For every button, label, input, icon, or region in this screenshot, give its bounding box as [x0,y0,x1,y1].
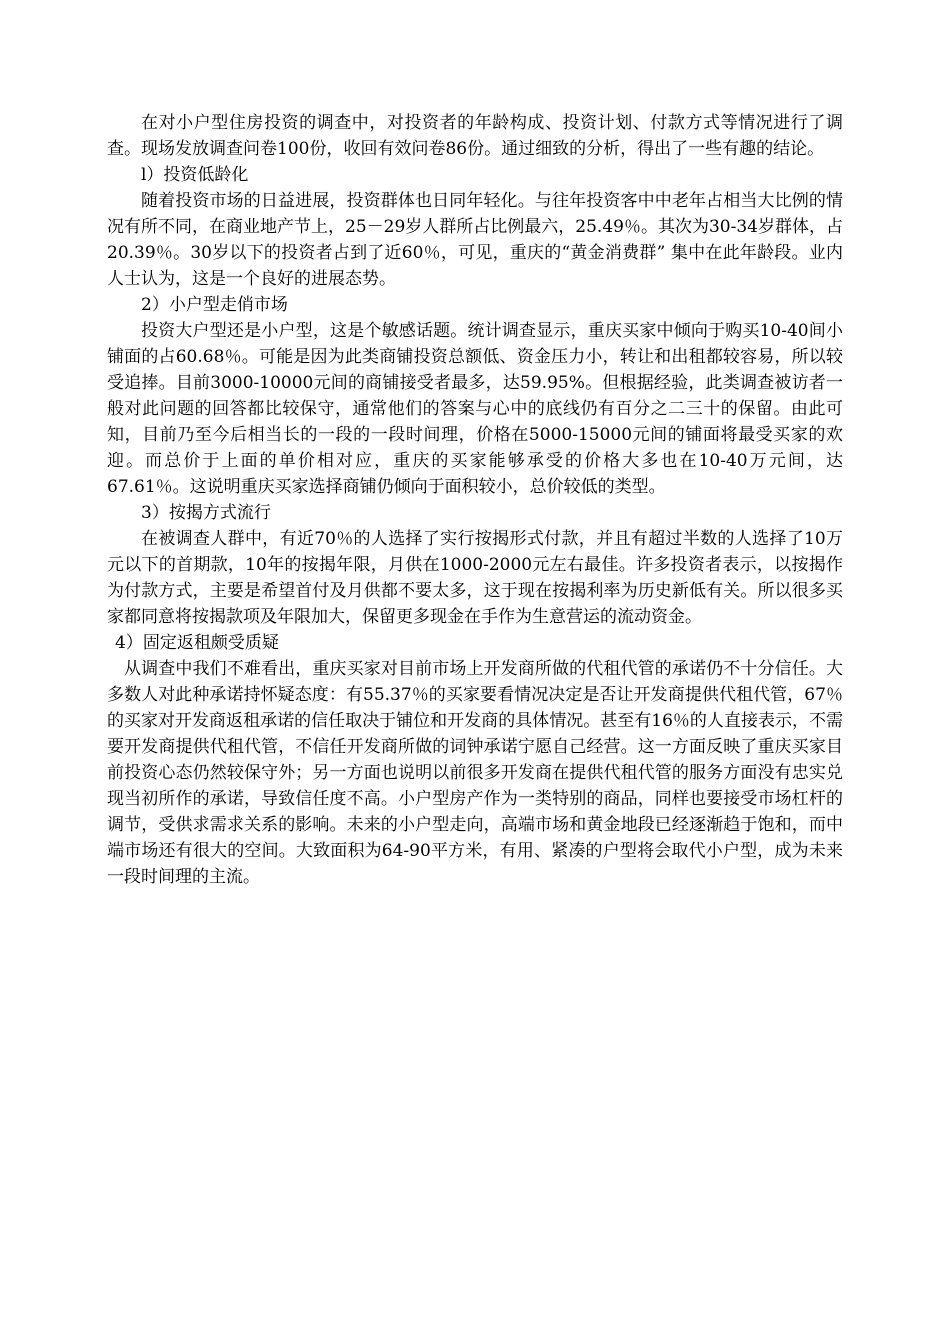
document-body [107,110,843,890]
section-body-mortgage: 在被调查人群中，有近70％的人选择了实行按揭形式付款，并且有超过半数的人选择了10万元以下的首期款，10年的按揭年限，月供在1000-2000元左右最佳。许多投资者表示，以按揭作为付款方式，主要是希望首付及月供都不要太多，这于现在按揭利率为历史新低有关。所以很多买家都同意将按揭款项及年限加大，保留更多现金在手作为生意营运的流动资金。 [107,529,843,627]
section-body-leaseback: 从调查中我们不难看出，重庆买家对目前市场上开发商所做的代租代管的承诺仍不十分信任。大多数人对此种承诺持怀疑态度：有55.37％的买家要看情况决定是否让开发商提供代租代管，67％的买家对开发商返租承诺的信任取决于铺位和开发商的具体情况。甚至有16％的人直接表示，不需要开发商提供代租代管，不信任开发商所做的词钟承诺宁愿自己经营。这一方面反映了重庆买家目前投资心态仍然较保守外；另一方面也说明以前很多开发商在提供代租代管的服务方面没有忠实兑现当初所作的承诺，导致信任度不高。小户型房产作为一类特别的商品，同样也要接受市场杠杆的调节，受供求需求关系的影响。未来的小户型走向，高端市场和黄金地段已经逐渐趋于饱和，而中端市场还有很大的空间。大致面积为64-90平方米，有用、紧凑的户型将会取代小户型，成为未来一段时间理的主流。 [107,659,843,887]
section-heading-small-units: 2）小户型走俏市场 [141,295,288,315]
section-body-small-units: 投资大户型还是小户型，这是个敏感话题。统计调查显示，重庆买家中倾向于购买10-40间小铺面的占60.68％。可能是因为此类商铺投资总额低、资金压力小，转让和出租都较容易，所以较受追捧。目前3000-10000元间的商铺接受者最多，达59.95%。但根据经验，此类调查被访者一般对此问题的回答都比较保守，通常他们的答案与心中的底线仍有百分之二三十的保留。由此可知，目前乃至今后相当长的一段的一段时间理，价格在5000-15000元间的铺面将最受买家的欢迎。而总价于上面的单价相对应，重庆的买家能够承受的价格大多也在10-40万元间，达67.61％。这说明重庆买家选择商铺仍倾向于面积较小，总价较低的类型。 [107,321,843,497]
section-heading-mortgage: 3）按揭方式流行 [141,503,271,523]
section-heading-age: l）投资低龄化 [141,165,249,185]
section-heading-leaseback: 4）固定返租颇受质疑 [115,633,279,653]
section-body-age: 随着投资市场的日益进展，投资群体也日同年轻化。与往年投资客中中老年占相当大比例的情况有所不同，在商业地产节上，25－29岁人群所占比例最六，25.49％。其次为30-34岁群体，占20.39％。30岁以下的投资者占到了近60％，可见，重庆的“黄金消费群” 集中在此年龄段。业内人士认为，这是一个良好的进展态势。 [107,191,843,289]
intro-paragraph: 在对小户型住房投资的调查中，对投资者的年龄构成、投资计划、付款方式等情况进行了调查。现场发放调查问卷100份，收回有效问卷86份。通过细致的分析，得出了一些有趣的结论。 [107,113,843,159]
